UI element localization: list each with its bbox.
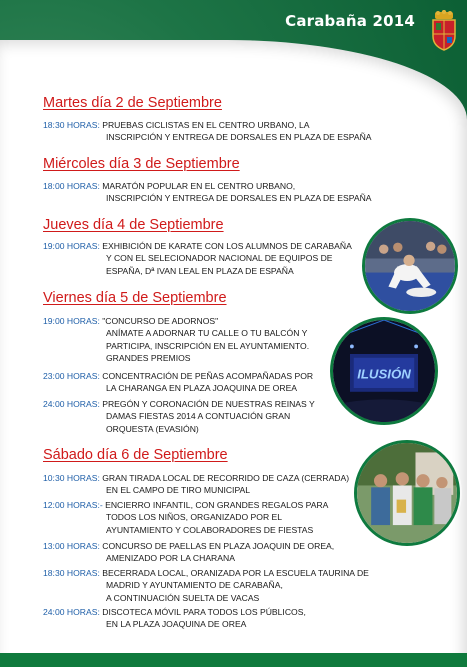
- event-text: INSCRIPCIÓN Y ENTREGA DE DORSALES EN PLAZA DE ESPAÑA: [106, 132, 372, 143]
- event-text: "CONCURSO DE ADORNOS": [102, 316, 219, 326]
- event-text: EN LA PLAZA JOAQUINA DE OREA: [106, 619, 247, 630]
- group-photo: [354, 440, 460, 546]
- event-item: [43, 606, 306, 631]
- concert-photo: [330, 317, 438, 425]
- event-text: CONCENTRACIÓN DE PEÑAS ACOMPAÑADAS POR: [102, 371, 314, 381]
- concert-stage-image: [333, 320, 435, 422]
- event-text: ESPAÑA, Dª IVAN LEAL EN PLAZA DE ESPAÑA: [106, 265, 294, 276]
- event-text: ENCIERRO INFANTIL, CON GRANDES REGALOS PARA: [105, 500, 329, 510]
- event-time: 10:30 HORAS:: [43, 473, 100, 483]
- event-time: 18:30 HORAS:: [43, 568, 100, 578]
- day-heading: Sábado día 6 de Septiembre: [43, 447, 228, 463]
- event-text: GRAN TIRADA LOCAL DE RECORRIDO DE CAZA (CERRADA): [102, 473, 350, 483]
- event-time: 18:30 HORAS:: [43, 120, 100, 130]
- event-text: DAMAS FIESTAS 2014 A CONTUACIÓN GRAN: [106, 411, 291, 422]
- event-text: MARATÓN POPULAR EN EL CENTRO URBANO,: [102, 181, 296, 191]
- event-text: ANÍMATE A ADORNAR TU CALLE O TU BALCÓN Y: [106, 328, 308, 339]
- event-text: A CONTINUACIÓN SUELTA DE VACAS: [106, 592, 260, 603]
- event-time: 12:00 HORAS:-: [43, 500, 103, 510]
- event-item: [43, 370, 313, 395]
- event-text: Y CON EL SELECIONADOR NACIONAL DE EQUIPOS DE: [106, 253, 333, 264]
- event-text: PARTICIPA, INSCRIPCIÓN EN EL AYUNTAMIENTO.: [106, 340, 310, 351]
- page-title: Carabaña 2014: [285, 12, 415, 30]
- event-item: [43, 540, 334, 565]
- day-heading: Martes día 2 de Septiembre: [43, 95, 222, 111]
- event-time: 19:00 HORAS:: [43, 316, 100, 326]
- event-text: TODOS LOS NIÑOS, ORGANIZADO POR EL: [106, 512, 283, 523]
- concert-photo-caption: ILUSIÓN: [357, 366, 411, 382]
- event-time: 24:00 HORAS:: [43, 607, 100, 617]
- event-text: EXHIBICIÓN DE KARATE CON LOS ALUMNOS DE CARABAÑA: [102, 241, 352, 251]
- event-item: [43, 180, 372, 205]
- day-heading: Jueves día 4 de Septiembre: [43, 217, 224, 233]
- group-people-image: [357, 443, 457, 543]
- event-item: [43, 499, 328, 536]
- bottom-green-strip: [0, 653, 467, 667]
- event-item: [43, 398, 315, 435]
- event-item: [43, 567, 369, 604]
- event-text: MADRID Y AYUNTAMIENTO DE CARABAÑA,: [106, 580, 283, 591]
- event-time: 19:00 HORAS:: [43, 241, 100, 251]
- event-item: [43, 472, 349, 497]
- day-heading: Viernes día 5 de Septiembre: [43, 290, 227, 306]
- event-text: PREGÓN Y CORONACIÓN DE NUESTRAS REINAS Y: [102, 399, 315, 409]
- event-text: DISCOTECA MÓVIL PARA TODOS LOS PÚBLICOS,: [102, 607, 306, 617]
- event-text: LA CHARANGA EN PLAZA JOAQUINA DE OREA: [106, 383, 298, 394]
- event-item: [43, 240, 352, 277]
- event-text: BECERRADA LOCAL, ORANIZADA POR LA ESCUELA TAURINA DE: [102, 568, 369, 578]
- event-text: AMENIZADO POR LA CHARANA: [106, 553, 235, 564]
- event-time: 13:00 HORAS:: [43, 541, 100, 551]
- event-time: 23:00 HORAS:: [43, 371, 100, 381]
- day-heading: Miércoles día 3 de Septiembre: [43, 156, 240, 172]
- event-text: CONCURSO DE PAELLAS EN PLAZA JOAQUIN DE OREA,: [102, 541, 335, 551]
- event-time: 18:00 HORAS:: [43, 181, 100, 191]
- event-item: [43, 315, 309, 365]
- event-item: [43, 119, 372, 144]
- event-text: AYUNTAMIENTO Y COLABORADORES DE FIESTAS: [106, 524, 314, 535]
- event-time: 24:00 HORAS:: [43, 399, 100, 409]
- event-text: PRUEBAS CICLISTAS EN EL CENTRO URBANO, LA: [102, 120, 310, 130]
- event-text: INSCRIPCIÓN Y ENTREGA DE DORSALES EN PLAZA DE ESPAÑA: [106, 193, 372, 204]
- event-text: ORQUESTA (EVASIÓN): [106, 423, 199, 434]
- event-text: GRANDES PREMIOS: [106, 353, 191, 364]
- karate-photo: [362, 218, 458, 314]
- karate-scene-image: [365, 221, 455, 311]
- event-text: EN EL CAMPO DE TIRO MUNICIPAL: [106, 485, 251, 496]
